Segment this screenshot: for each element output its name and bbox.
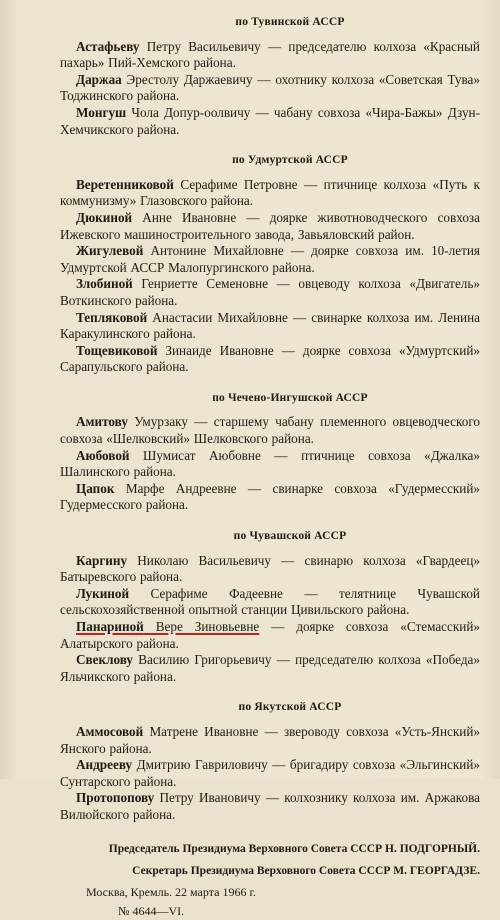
award-entry [60,790,480,823]
section-chuvashia [60,528,480,685]
recipient-name: Веретенниковой [76,176,174,192]
award-entry [60,177,480,210]
recipient-name: Тощевиковой [76,342,158,358]
award-entry [60,39,480,72]
recipient-details: Анне Ивановне — доярке животноводческого совхоза Ижевского машиностроительного завода, Завьяловский район. [60,209,480,242]
recipient-details: Чола Допур-оолвичу — чабану совхоза «Чира-Бажы» Дзун-Хемчикского района. [60,104,480,137]
recipient-details: Генриетте Семеновне — овцеводу колхоза «Двигатель» Воткинского района. [60,276,480,308]
section-heading: по Чувашской АССР [233,530,347,543]
recipient-details: Анастасии Михайловне — свинарке колхоза им. Ленина Каракулинского района. [60,309,480,342]
recipient-details: Дмитрию Гавриловичу — бригадиру совхоза «Эльгинский» Сунтарского района. [60,757,480,789]
recipient-name: Протопопову [76,790,155,806]
recipient-name: Аюбовой [76,447,130,463]
recipient-details: Шумисат Аюбовне — птичнице совхоза «Джалка» Шалинского района. [60,447,480,480]
award-entry [60,105,480,138]
recipient-details: Марфе Андреевне — свинарке совхоза «Гудермесский» Гудермесского района. [60,480,480,513]
recipient-name: Цапок [76,480,115,496]
award-entry [60,553,480,586]
recipient-name: Тепляковой [76,309,148,325]
award-entry [60,652,480,685]
section-yakutia [60,699,480,823]
section-heading: по Тувинской АССР [235,16,345,28]
recipient-details: Антонине Михайловне — доярке совхоза им. 10-летия Удмуртской АССР Малопургинского района. [60,243,480,275]
award-entry [60,343,480,376]
recipient-details: Петру Ивановичу — колхознику колхоза им. Аржакова Вилюйского района. [60,790,480,822]
award-entry [60,276,480,309]
section-chechen-ingush [60,390,480,514]
award-entry-highlighted [60,619,480,652]
award-entry [60,210,480,243]
section-heading: по Удмуртской АССР [232,154,348,167]
recipient-name: Аммосовой [76,723,144,739]
decree-number: № 4644—VI. [118,903,185,918]
award-entry [60,243,480,276]
recipient-name: Лукиной [76,585,130,601]
recipient-details: Матрене Ивановне — звероводу совхоза «Усть-Янский» Янского района. [60,723,480,756]
recipient-name: Амитову [76,414,128,430]
recipient-name: Свеклову [76,652,134,668]
recipient-name: Дюкиной [76,209,133,225]
decree-footer [60,838,480,920]
recipient-details: Василию Григорьевичу — председателю колхоза «Победа» Яльчикского района. [60,652,480,684]
place-date: Москва, Кремль. 22 марта 1966 г. [86,884,257,899]
award-entry [60,310,480,343]
recipient-name: Андрееву [76,757,133,773]
recipient-details: Эрестолу Даржаевичу — охотнику колхоза «Советская Тува» Тоджинского района. [60,71,480,104]
recipient-details: Петру Васильевичу — председателю колхоза «Красный пахарь» Пий-Хемского района. [60,38,480,71]
section-udmurtia [60,152,480,376]
award-entry [60,586,480,619]
recipient-name: Астафьеву [76,38,140,54]
recipient-details: Умурзаку — старшему чабану племенного овцеводческого совхоза «Шелковский» Шелковского района. [60,414,480,447]
recipient-details: Серафиме Фадеевне — телятнице Чувашской сельскохозяйственной опытной станции Цивильского района. [60,585,480,618]
recipient-details: Зинаиде Ивановне — доярке совхоза «Удмуртский» Сарапульского района. [60,342,480,375]
award-entry [60,724,480,757]
recipient-name-underlined: Панариной [76,619,144,634]
award-entry [60,414,480,447]
recipient-details: Серафиме Петровне — птичнице колхоза «Путь к коммунизму» Глазовского района. [60,176,480,209]
recipient-details: Николаю Васильевичу — свинарю колхоза «Гвардеец» Батыревского района. [60,552,480,585]
recipient-name: Жигулевой [76,243,144,259]
section-heading: по Чечено-Ингушской АССР [212,391,368,404]
recipient-details: — доярке совхоза «Стемасский» Алатырского района. [60,619,480,651]
section-heading: по Якутской АССР [238,701,342,714]
recipient-name: Злобиной [76,276,133,292]
award-entry [60,757,480,790]
award-entry [60,448,480,481]
secretary-signature: Секретарь Президиума Верховного Совета СССР М. ГЕОРГАДЗЕ. [132,864,480,877]
recipient-name: Даржаа [76,71,122,87]
section-tuva [60,14,480,138]
recipient-name: Монгуш [76,104,127,120]
chairman-signature: Председатель Президиума Верховного Совета СССР Н. ПОДГОРНЫЙ. [108,842,480,855]
recipient-name: Каргину [76,552,128,568]
award-entry [60,72,480,105]
recipient-given-name-underlined: Вере Зиновьевне [143,619,260,634]
award-entry [60,481,480,514]
